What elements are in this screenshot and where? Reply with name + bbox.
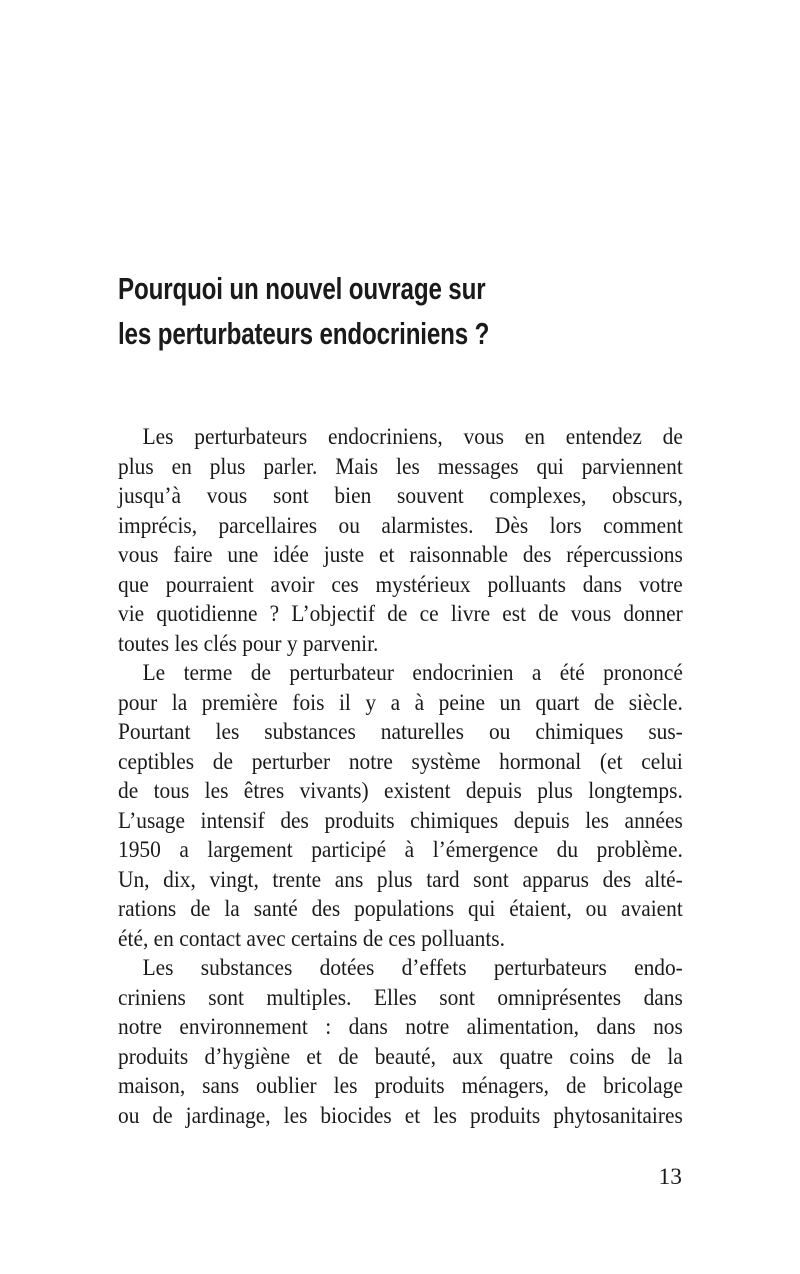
text-line: rations de la santé des populations qui étaient, ou avaient bbox=[118, 896, 683, 922]
text-line: toutes les clés pour y parvenir. bbox=[118, 630, 379, 657]
text-line: notre environnement : dans notre alimentation, dans nos bbox=[118, 1014, 683, 1040]
text-line: plus en plus parler. Mais les messages qui parviennent bbox=[118, 453, 683, 480]
text-line: Pourtant les substances naturelles ou chimiques sus- bbox=[118, 719, 683, 745]
text-line: Le terme de perturbateur endocrinien a été prononcé bbox=[142, 660, 683, 686]
text-line: L’usage intensif des produits chimiques depuis les années bbox=[118, 807, 683, 834]
text-line: que pourraient avoir ces mystérieux polluants dans votre bbox=[118, 571, 683, 598]
text-line: Les perturbateurs endocriniens, vous en entendez de bbox=[142, 424, 683, 450]
text-line: de tous les êtres vivants) existent depuis plus longtemps. bbox=[118, 778, 683, 804]
text-line: ou de jardinage, les biocides et les produits phytosanitaires bbox=[118, 1102, 683, 1129]
text-line: criniens sont multiples. Elles sont omniprésentes dans bbox=[118, 984, 683, 1011]
paragraph bbox=[118, 954, 683, 1131]
text-line: maison, sans oublier les produits ménagers, de bricolage bbox=[118, 1073, 683, 1099]
body-text bbox=[118, 423, 683, 1131]
text-line: 1950 a largement participé à l’émergence du problème. bbox=[118, 837, 683, 863]
chapter-title-line: les perturbateurs endocriniens ? bbox=[118, 316, 490, 351]
text-line: vous faire une idée juste et raisonnable des répercussions bbox=[118, 542, 683, 568]
paragraph bbox=[118, 659, 683, 954]
text-line: été, en contact avec certains de ces polluants. bbox=[118, 925, 505, 952]
page-number: 13 bbox=[658, 1164, 682, 1190]
chapter-title-line: Pourquoi un nouvel ouvrage sur bbox=[118, 271, 486, 306]
text-line: Les substances dotées d’effets perturbateurs endo- bbox=[142, 955, 683, 981]
text-line: produits d’hygiène et de beauté, aux quatre coins de la bbox=[118, 1043, 683, 1070]
paragraph bbox=[118, 423, 683, 659]
text-line: ceptibles de perturber notre système hormonal (et celui bbox=[118, 748, 683, 775]
text-line: jusqu’à vous sont bien souvent complexes, obscurs, bbox=[118, 483, 683, 509]
text-line: pour la première fois il y a à peine un quart de siècle. bbox=[118, 689, 683, 716]
text-line: Un, dix, vingt, trente ans plus tard sont apparus des alté- bbox=[118, 866, 683, 893]
chapter-title bbox=[118, 266, 489, 356]
text-line: vie quotidienne ? L’objectif de ce livre est de vous donner bbox=[118, 601, 683, 627]
text-line: imprécis, parcellaires ou alarmistes. Dès lors comment bbox=[118, 512, 683, 539]
